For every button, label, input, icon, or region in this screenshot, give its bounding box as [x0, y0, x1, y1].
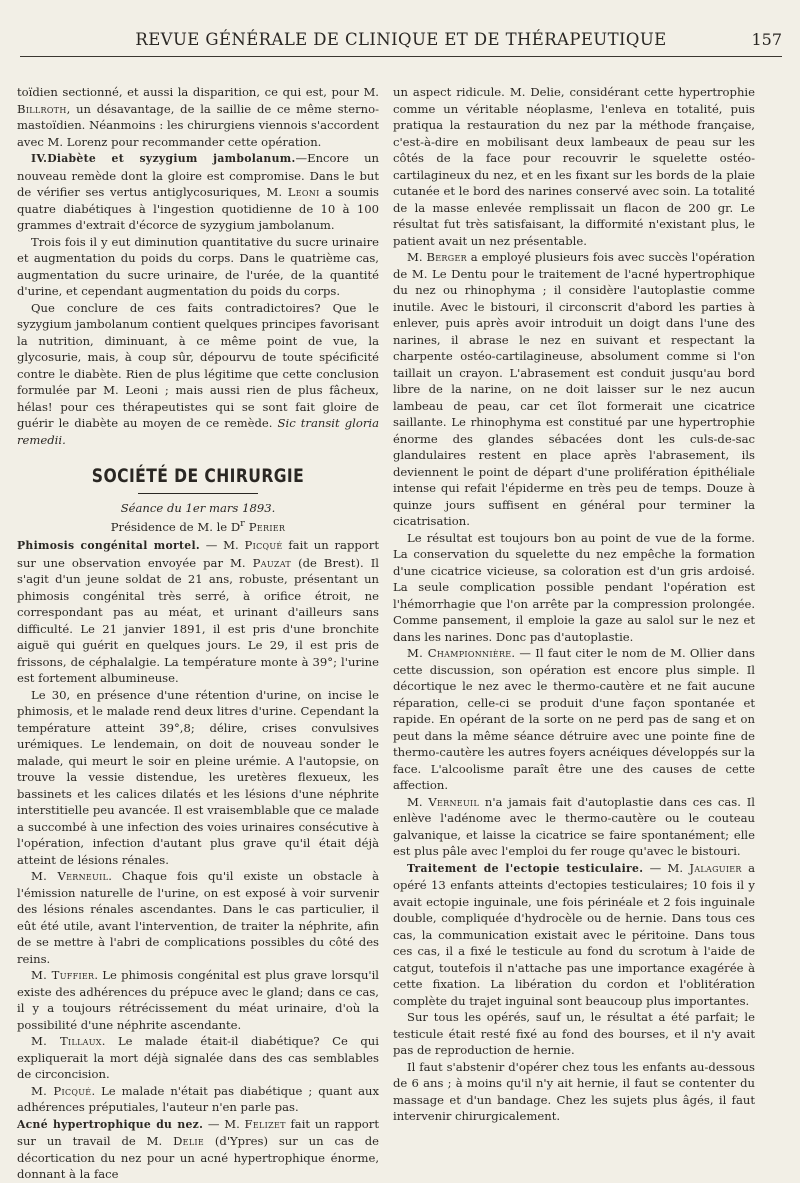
- text-run: Que conclure de ces faits contradictoires? Que le syzygium jambolanum contient quelques principes favorisant la nutrition, diminuant, à ce même point de vue, la glycosurie, mais, à coup sûr, dépourvu de toute spécificité contre le diabète. Rien de plus légitime que cette conclusion formulée par M. Leoni ; mais aussi rien de plus fâcheux, hélas! pour ces thérapeutistes qui se sont fait gloire de guérir le diabète au moyen de ce remède.: [17, 300, 379, 430]
- running-title: REVUE GÉNÉRALE DE CLINIQUE ET DE THÉRAPEUTIQUE: [135, 30, 667, 49]
- section-divider: [138, 493, 258, 494]
- paragraph: Le résultat est toujours bon au point de vue de la forme. La conservation du squelette du nez empêche la formation d'une cicatrice vicieuse, sa coloration est d'un gris ardoisé. La seule complication possible pendant l'opération est l'hémorrhagie que l'on arrête par la compression prolongée. Comme pansement, il emploie la gaze au salol sur le nez et dans les narines. Donc pas d'autoplastie.: [393, 530, 755, 644]
- paragraph: [393, 794, 755, 860]
- meeting-date: Séance du 1er mars 1893.: [120, 500, 276, 515]
- paragraph: [17, 150, 379, 234]
- presidency-line: [17, 516, 379, 535]
- author-name: Felizet: [244, 1116, 286, 1131]
- author-name: M. Tuffier: [31, 968, 95, 983]
- right-column: [393, 84, 755, 1125]
- paragraph: [17, 967, 379, 1033]
- text-run: a soumis quatre diabétiques à l'ingestion quotidienne de 10 à 100 grammes d'extrait d'écorce de syzygium jambolanum.: [17, 185, 379, 232]
- page-header: [20, 28, 782, 57]
- text-run: M.: [407, 250, 427, 264]
- text-run: n'a jamais fait d'autoplastie dans ces cas. Il enlève l'adénome avec le thermo-cautère ou le couteau galvanique, et laisse la cicatrice se faire spontanément; elle est plus pâle avec l'emploi du fer rouge qu'avec le bistouri.: [393, 794, 755, 858]
- author-name: Verneuil: [428, 794, 480, 809]
- paragraph: un aspect ridicule. M. Delie, considérant cette hypertrophie comme un véritable néoplasme, l'enleva en totalité, puis pratiqua la restauration du nez par la méthode française, c'est-à-dire en mobilisant deux lambeaux de peau sur les côtés de la face pour recouvrir le squelette ostéo-cartilagineux du nez, et en les fixant sur les bords de la plaie cutanée et le bord des narines conservé avec soin. La totalité de la masse enlevée remplissait un flacon de 200 gr. Le résultat fut très satisfaisant, la difformité n'existant plus, le patient avait un nez présentable.: [393, 85, 755, 248]
- author-name: Picqué: [244, 538, 283, 553]
- author-name: Pauzat: [252, 555, 292, 570]
- rubric-heading: Phimosis congénital mortel.: [17, 539, 200, 553]
- superscript: r: [240, 518, 245, 529]
- text-run: a opéré 13 enfants atteints d'ectopies testiculaires; 10 fois il y avait ectopie inguinale, une fois périnéale et 2 fois inguinale double, compliquée d'hydrocèle ou de hernie. Dans tous ces cas, la communication existait avec le péritoine. Dans tous ces cas, il a fixé le testicule au fond du scrotum à l'aide de catgut, toutefois il n'attache pas une importance exagérée à cette fixation. La libération du cordon et l'oblitération complète du trajet inguinal sont beaucoup plus importantes.: [393, 860, 755, 1008]
- text-run: . Chaque fois qu'il existe un obstacle à l'émission naturelle de l'urine, on est exposé à voir survenir des lésions rénales ascendantes. Dans le cas particulier, il eût été utile, avant l'intervention, de traiter la néphrite, afin de se mettre à l'abri de complications possibles du côté des reins.: [17, 869, 380, 966]
- author-name: Berger: [426, 250, 467, 264]
- page-number: 157: [751, 30, 782, 49]
- text-run: , un désavantage, de la saillie de ce même sterno-mastoïdien. Néanmoins : les chirurgiens viennois s'accordent avec M. Lorenz pour recommander cette opération.: [17, 101, 379, 149]
- paragraph: Il faut s'abstenir d'opérer chez tous les enfants au-dessous de 6 ans ; à moins qu'il n'y ait hernie, il faut se contenter du massage et d'un bandage. Chez les sujets plus âgés, il faut intervenir chirurgicalement.: [393, 1059, 755, 1123]
- paragraph: Sur tous les opérés, sauf un, le résultat a été parfait; le testicule était resté fixé au fond des bourses, et il n'y avait pas de reproduction de hernie.: [393, 1010, 755, 1057]
- paragraph: [17, 1083, 379, 1116]
- text-run: . Le phimosis congénital est plus grave lorsqu'il existe des adhérences du prépuce avec le gland; dans ce cas, il y a toujours rétrécissement du méat urinaire, d'où la possibilité d'une néphrite ascendante.: [17, 968, 380, 1032]
- left-column: [17, 84, 379, 1183]
- section-title: SOCIÉTÉ DE CHIRURGIE: [91, 465, 305, 487]
- text-run: — M.: [199, 538, 245, 553]
- latin-phrase: Sic transit gloria remedii.: [17, 416, 379, 447]
- rubric-heading: Traitement de l'ectopie testiculaire.: [407, 861, 644, 875]
- paragraph: Le 30, en présence d'une rétention d'urine, on incise le phimosis, et le malade rend deux litres d'urine. Cependant la température atteint 39°,8; délire, crises convulsives urémiques. Le lendemain, on doit de nouveau sonder le malade, qui meurt le soir en pleine urémie. A l'autopsie, on trouve la vessie distendue, les uretères flexueux, les bassinets et les calices dilatés et les lésions d'une néphrite interstitielle peu avancée. Il est vraisemblable que ce malade a succombé à une infection des voies urinaires consécutive à l'opération, infection d'autant plus grave qu'il était déjà atteint de lésions rénales.: [17, 687, 379, 867]
- text-run: toïdien sectionné, et aussi la disparition, ce qui est, pour M.: [17, 85, 379, 99]
- paragraph: [17, 300, 379, 449]
- author-name: Billroth: [17, 101, 67, 116]
- paragraph: [17, 84, 379, 150]
- text-run: (d'Ypres) sur un cas de décortication du nez pour un acné hypertrophique énorme, donnant à la face: [17, 1134, 379, 1182]
- paragraph: [393, 645, 755, 794]
- author-name: Delie: [173, 1134, 205, 1149]
- author-name: M. Championnière: [407, 646, 512, 660]
- author-name: Jalaguier: [689, 860, 742, 875]
- paragraph: [393, 249, 755, 530]
- author-name: Leoni: [287, 185, 320, 199]
- rubric-heading: IV.Diabète et syzygium jambolanum.: [31, 152, 296, 165]
- text-run: (de Brest). Il s'agit d'un jeune soldat de 21 ans, robuste, présentant un phimosis congénital très serré, à orifice étroit, ne correspondant pas au méat, et urinant d'ailleurs sans difficulté. Le 21 janvier 1891, il est pris d'une bronchite aiguë qui guérit en quelques jours. Le 29, il est pris de frissons, de céphalalgie. La température monte à 39°; l'urine est fortement albumineuse.: [17, 555, 379, 686]
- text-run: — M.: [643, 860, 690, 875]
- paragraph: [17, 1033, 379, 1083]
- paragraph: [17, 537, 379, 687]
- text-run: —Encore un nouveau remède dont la gloire est compromise. Dans le but de vérifier ses vertus antiglycosuriques, M.: [17, 151, 379, 199]
- author-name: Perier: [244, 519, 286, 534]
- text-run: . — Il faut citer le nom de M. Ollier dans cette discussion, son opération est encore plus simple. Il décortique le nez avec le thermo-cautère et ne fait aucune réparation, celle-ci se produit d'une façon spontanée et rapide. En opérant de la sorte on ne perd pas de sang et on peut dans la même séance détruire avec une pointe fine de thermo-cautère les autres foyers acnéiques développés sur la face. L'alcoolisme paraît être une des causes de cette affection.: [393, 646, 755, 792]
- author-name: M. Picqué: [31, 1083, 92, 1098]
- text-run: fait un rapport sur un travail de M.: [17, 1116, 379, 1149]
- paragraph: [393, 860, 755, 1010]
- text-run: a employé plusieurs fois avec succès l'opération de M. Le Dentu pour le traitement de l'acné hypertrophique du nez ou rhinophyma ; il considère l'autoplastie comme inutile. Avec le bistouri, il circonscrit d'abord les parties à enlever, puis après avoir introduit un doigt dans l'une des narines, il abrase le nez en suivant et respectant la charpente ostéo-cartilagineuse, absolument comme si l'on taillait un crayon. L'abrasement est conduit jusqu'au bord libre de la narine, on ne doit laisser sur le nez aucun lambeau de peau, car cet îlot formerait une cicatrice saillante. Le rhinophyma est constitué par une hypertrophie énorme des glandes sébacées dont les culs-de-sac glandulaires restent en place après l'abrasement, ils deviennent le point de départ d'une prolifération épithéliale intense qui refait l'épiderme en très peu de temps. Douze à quinze jours suffisent en général pour terminer la cicatrisation.: [393, 250, 755, 528]
- text-run: . Le malade était-il diabétique? Ce qui expliquerait la mort déjà signalée dans des cas semblables de circoncision.: [17, 1034, 379, 1082]
- text-run: fait un rapport sur une observation envoyée par M.: [17, 538, 379, 570]
- text-run: Présidence de M. le D: [110, 519, 241, 534]
- text-run: — M.: [203, 1116, 245, 1131]
- paragraph: [17, 1116, 379, 1183]
- rubric-heading: Acné hypertrophique du nez.: [17, 1117, 204, 1131]
- author-name: M. Tillaux: [31, 1034, 102, 1049]
- text-run: M.: [407, 794, 429, 809]
- paragraph: Trois fois il y eut diminution quantitative du sucre urinaire et augmentation du poids du corps. Dans le quatrième cas, augmentation du sucre urinaire, de l'urée, de la quantité d'urine, et cependant augmentation du poids du corps.: [17, 234, 379, 298]
- author-name: M. Verneuil: [31, 869, 109, 884]
- text-run: . Le malade n'était pas diabétique ; quant aux adhérences préputiales, l'auteur n'en parle pas.: [17, 1083, 379, 1115]
- paragraph: [17, 868, 379, 967]
